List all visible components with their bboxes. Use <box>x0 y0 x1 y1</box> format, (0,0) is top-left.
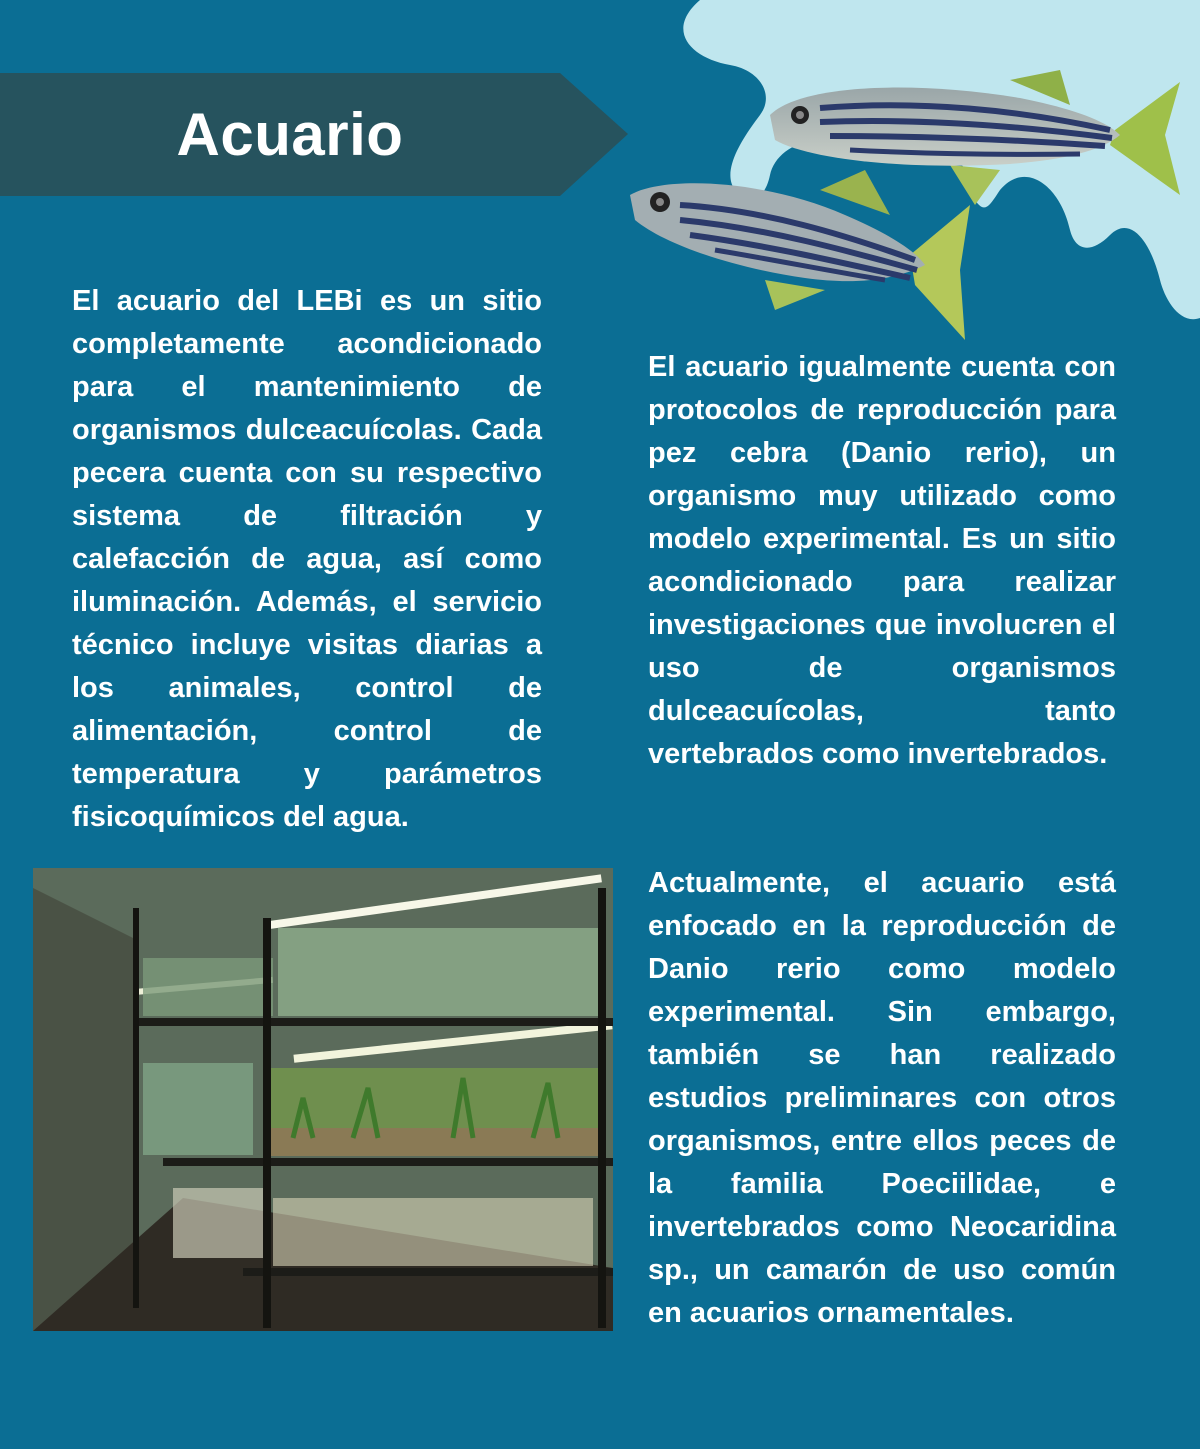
aquarium-illustration <box>33 868 613 1331</box>
reproduction-paragraph: El acuario igualmente cuenta con protocolos de reproducción para pez cebra (Danio rerio), un organismo muy utilizado como modelo experimental. Es un sitio acondicionado para realizar investigaciones que involucren el uso de organismos dulceacuícolas, tanto vertebrados como invertebrados. <box>648 351 1116 770</box>
aquarium-room-photo <box>33 868 613 1331</box>
current-focus-paragraph: Actualmente, el acuario está enfocado en la reproducción de Danio rerio como modelo experimental. Sin embargo, también se han realizado estudios preliminares con otros organismos, entre ellos peces de la familia Poeciilidae, e invertebrados como Neocaridina sp., un camarón de uso común en acuarios ornamentales. <box>648 867 1116 1329</box>
zebrafish-image-bottom <box>625 160 1005 350</box>
page-title: Acuario <box>176 101 404 168</box>
intro-paragraph: El acuario del LEBi es un sitio completamente acondicionado para el mantenimiento de organismos dulceacuícolas. Cada pecera cuenta con su respectivo sistema de filtración y calefacción de agua, así como iluminación. Además, el servicio técnico incluye visitas diarias a los animales, control de alimentación, control de temperatura y parámetros fisicoquímicos del agua. <box>72 285 542 833</box>
